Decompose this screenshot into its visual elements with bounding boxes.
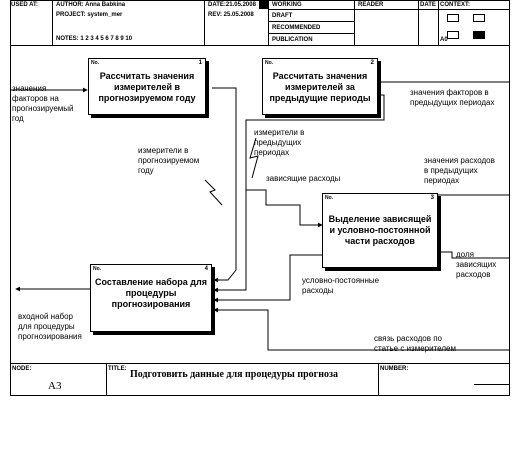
footer-divider — [378, 364, 379, 396]
context-label: CONTEXT: — [440, 2, 470, 8]
box-label: Рассчитать значения измерителей за предыдущие периоды — [269, 71, 371, 103]
title-label: TITLE: — [108, 366, 127, 372]
box-label: Составление набора для процедуры прогнозирования — [95, 277, 207, 309]
project-field: PROJECT: system_mer — [56, 12, 123, 18]
status-draft: DRAFT — [272, 13, 293, 19]
label-share-dependent: доля зависящих расходов — [456, 250, 497, 279]
arrow-costs-link — [214, 310, 510, 350]
box-label: Рассчитать значения измерителей в прогнозируемом году — [98, 71, 196, 103]
label-measures-prev: измерители в предыдущих периодах — [254, 128, 305, 157]
label-costs-link: связь расходов по статье с измерителем — [374, 334, 456, 353]
box-label: Выделение зависящей и условно-постоянной части расходов — [328, 214, 432, 246]
box-number: 1 — [198, 60, 202, 66]
activity-box-4[interactable] — [90, 264, 212, 332]
box-no-label: No. — [91, 60, 100, 66]
date-label: DATE — [420, 2, 436, 8]
context-node-label: A0 — [440, 37, 448, 43]
rev-field: REV: 25.05.2008 — [208, 12, 254, 18]
squiggle — [205, 180, 222, 205]
number-label: NUMBER: — [380, 366, 409, 372]
status-working: WORKING — [272, 2, 302, 8]
used-at-label: USED AT: — [11, 2, 38, 8]
label-fixed-costs: условно-постоянные расходы — [302, 276, 380, 295]
label-dependent-costs: зависящие расходы — [266, 174, 341, 183]
box-number: 3 — [430, 195, 434, 201]
date-field: DATE:21.05.2008 — [208, 2, 256, 8]
diagram-title: Подготовить данные для процедуры прогноза — [130, 369, 338, 380]
node-value: A3 — [48, 380, 62, 392]
node-label: NODE: — [12, 366, 32, 372]
label-measures-forecast: измерители в прогнозируемом году — [138, 146, 200, 175]
label-costs-prev: значения расходов в предыдущих периодах — [424, 156, 495, 185]
arrow-measures-forecast — [212, 88, 236, 280]
footer-divider — [106, 364, 107, 396]
status-recommended: RECOMMENDED — [272, 25, 321, 31]
activity-box-3[interactable] — [322, 193, 438, 268]
box-number: 2 — [370, 60, 374, 66]
notes-field: NOTES: 1 2 3 4 5 6 7 8 9 10 — [56, 36, 133, 42]
box-number: 4 — [204, 266, 208, 272]
box-no-label: No. — [265, 60, 274, 66]
author-field: AUTHOR: Anna Babkina — [56, 2, 126, 8]
reader-label: READER — [358, 2, 384, 8]
label-factors-prev: значения факторов в предыдущих периодах — [410, 88, 495, 107]
arrow-dependent-costs-in — [246, 190, 322, 225]
label-factors-forecast: значения факторов на прогнозируемый год — [12, 84, 74, 123]
box-no-label: No. — [325, 195, 334, 201]
activity-box-1[interactable] — [88, 58, 206, 115]
status-publication: PUBLICATION — [272, 37, 313, 43]
activity-box-2[interactable] — [262, 58, 378, 115]
footer-divider — [474, 384, 510, 385]
footer — [10, 363, 510, 396]
box-no-label: No. — [93, 266, 102, 272]
label-output-set: входной набор для процедуры прогнозирования — [18, 312, 82, 341]
